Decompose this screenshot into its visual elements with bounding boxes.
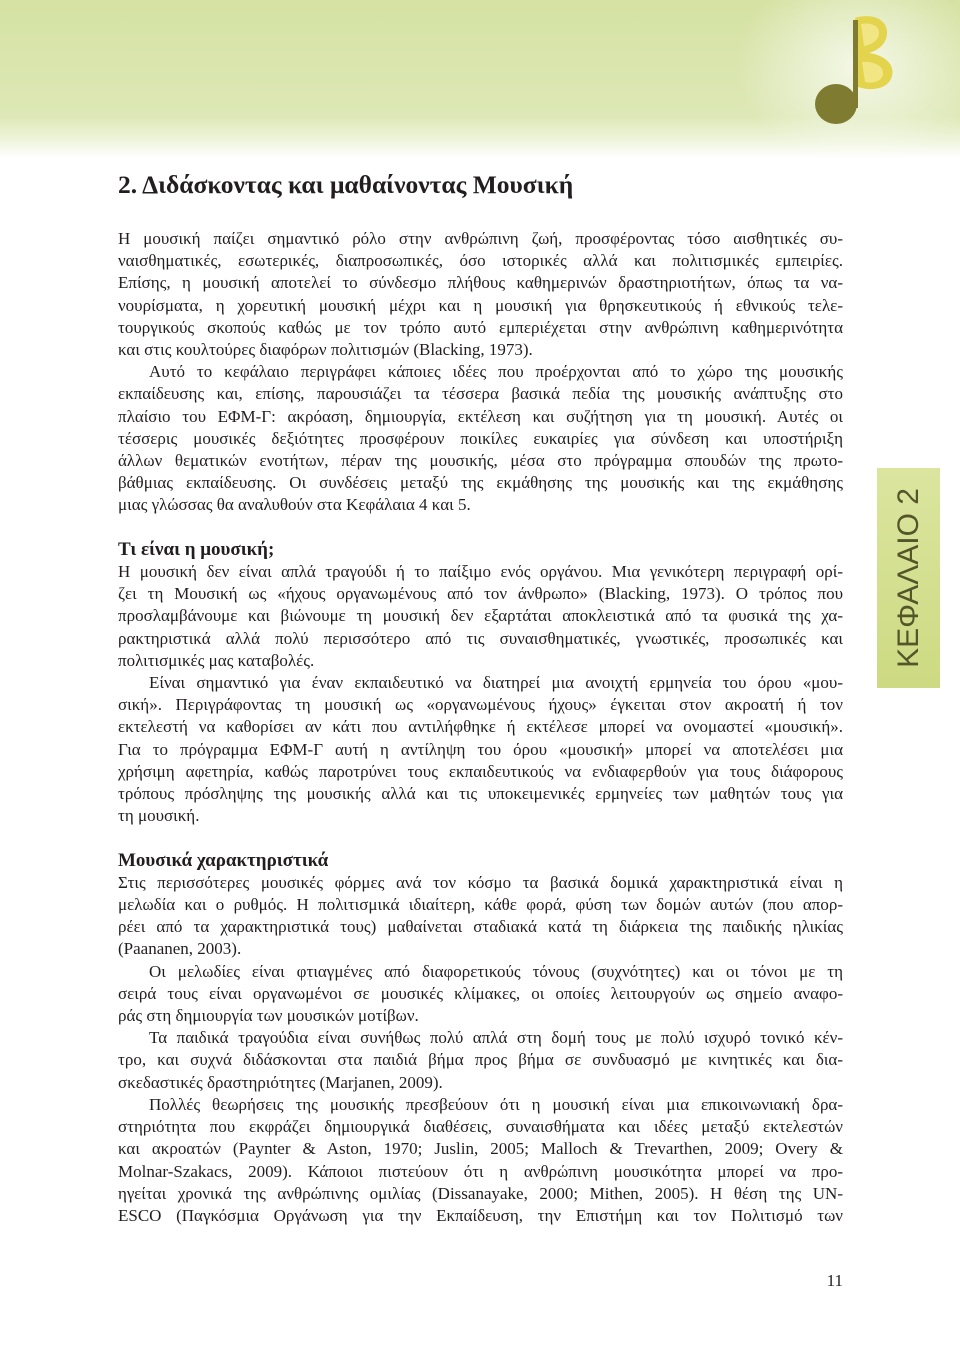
header-banner xyxy=(0,0,960,158)
paragraph xyxy=(118,561,843,672)
text-line: ναισθηματικές, εσωτερικές, διαπροσωπικές, όσο ιστορικές αλλά και πολιτισμικές εμπειρίες. xyxy=(118,251,843,271)
text-line: τη μουσική. xyxy=(118,806,200,826)
text-line: ηγείται χρονικά της ανθρώπινης ομιλίας (Dissanayake, 2000; Mithen, 2005). Η θέση της UN- xyxy=(118,1183,843,1203)
paragraph xyxy=(118,1027,843,1094)
text-line: άλλων θεματικών ενοτήτων, πέραν της μουσικής, μέσα στο πρόγραμμα σπουδών της πρωτο- xyxy=(118,451,843,471)
text-line: νουρίσματα, η χορευτική μουσική μέχρι και η μουσική για θρησκευτικούς ή εθνικούς τελε- xyxy=(118,295,843,315)
text-line: στηριότητα που εκφράζει δημιουργικά διαθέσεις, συναισθήματα και ιδέες μεταξύ εκτελεστών xyxy=(118,1117,843,1137)
text-line: ζει τη Μουσική ως «ήχους οργανωμένους από τον άνθρωπο» (Blacking, 1973). Ο τρόπος που xyxy=(118,584,843,604)
text-line: Η μουσική δεν είναι απλά τραγούδι ή το παίξιμο ενός οργάνου. Μια γενικότερη περιγραφή ορί- xyxy=(118,562,843,582)
text-line: σκεδαστικές δραστηριότητες (Marjanen, 2009). xyxy=(118,1072,443,1092)
text-line: τρόπους πρόσληψης της μουσικής αλλά και τις υποκειμενικές ερμηνείες των μαθητών τους για xyxy=(118,784,843,804)
text-line: βάθμιας εκπαίδευσης. Οι συνδέσεις μεταξύ της εκμάθησης της μουσικής και της εκμάθησης xyxy=(118,473,843,493)
music-note-logo-icon xyxy=(808,12,898,127)
main-text xyxy=(118,228,843,1227)
text-line: Τα παιδικά τραγούδια είναι συνήθως πολύ απλά στη δομή τους με πολύ ισχυρό τονικό κέν- xyxy=(149,1028,843,1048)
text-line: Επίσης, η μουσική αποτελεί το σύνδεσμο πλήθους καθημερινών δραστηριοτήτων, όπως τα να- xyxy=(118,273,843,293)
text-line: ράς στη δημιουργία των μουσικών μοτίβων. xyxy=(118,1006,419,1026)
text-line: (Paananen, 2003). xyxy=(118,939,242,959)
text-line: Molnar-Szakacs, 2009). Κάποιοι πιστεύουν ότι η ανθρώπινη μουσικότητα μπορεί να προ- xyxy=(118,1161,843,1181)
text-line: Πολλές θεωρήσεις της μουσικής πρεσβεύουν ότι η μουσική είναι μια επικοινωνιακή δρα- xyxy=(149,1094,843,1114)
paragraph xyxy=(118,361,843,516)
text-line: πλαίσιο του ΕΦΜ-Γ: ακρόαση, δημιουργία, εκτέλεση και συζήτηση για τη μουσική. Αυτές οι xyxy=(118,406,843,426)
text-line: σειρά τους είναι οργανωμένοι σε μουσικές κλίμακες, οι οποίες λειτουργούν ως σημείο αναφο- xyxy=(118,983,843,1003)
text-line: Είναι σημαντικό για έναν εκπαιδευτικό να διατηρεί μια ανοιχτή ερμηνεία του όρου «μου- xyxy=(149,673,843,693)
page-number: 11 xyxy=(826,1271,843,1290)
text-line: σική». Περιγράφοντας τη μουσική ως «οργανωμένους ήχους» έγκειται στον ακροατή ή τον xyxy=(118,695,843,715)
text-line: Για το πρόγραμμα ΕΦΜ-Γ αυτή η αντίληψη του όρου «μουσική» μπορεί να αποτελέσει μια xyxy=(118,739,843,759)
text-line: Στις περισσότερες μουσικές φόρμες ανά τον κόσμο τα βασικά δομικά χαρακτηριστικά είναι η xyxy=(118,872,843,892)
section-heading: Τι είναι η μουσική; xyxy=(118,538,275,560)
section-heading: Μουσικά χαρακτηριστικά xyxy=(118,849,329,871)
paragraph xyxy=(118,961,843,1028)
paragraph xyxy=(118,872,843,961)
text-line: Η μουσική παίζει σημαντικό ρόλο στην ανθρώπινη ζωή, προσφέροντας τόσο αισθητικές συ- xyxy=(118,229,843,248)
text-line: εκπαίδευσης και, επίσης, παρουσιάζει τα τέσσερα βασικά πεδία της μουσικής ανάπτυξης στο xyxy=(118,384,843,404)
text-line: Αυτό το κεφάλαιο περιγράφει κάποιες ιδέες που προέρχονται από το χώρο της μουσικής xyxy=(149,362,843,382)
text-line: τρο, και συχνά διδάσκονται στα παιδιά βήμα προς βήμα σε συνδυασμό με κινητικές και δια- xyxy=(118,1050,843,1070)
text-line: ESCO (Παγκόσμια Οργάνωση για την Εκπαίδευση, την Επιστήμη και τον Πολιτισμό των xyxy=(118,1205,843,1225)
paragraph xyxy=(118,1094,843,1227)
chapter-tab xyxy=(877,468,940,688)
text-line: τουργικούς σκοπούς καθώς με τον τρόπο αυτό εμπεριέχεται στην ανθρώπινη καθημερινότητα xyxy=(118,317,843,337)
text-line: ρέει από τα χαρακτηριστικά τους) μαθαίνεται σταδιακά κατά τη διάρκεια της παιδικής ηλικίας xyxy=(118,917,843,937)
paragraph xyxy=(118,228,843,361)
text-line: και στις κουλτούρες διαφόρων πολιτισμών (Blacking, 1973). xyxy=(118,340,533,360)
section-title: 2. Διδάσκοντας και μαθαίνοντας Μουσική xyxy=(118,170,574,199)
text-line: προσλαμβάνουμε και βιώνουμε τη μουσική δεν εξαρτάται αποκλειστικά από τα φυσικά της χα- xyxy=(118,606,843,626)
text-line: μιας γλώσσας θα αναλυθούν στα Κεφάλαια 4 και 5. xyxy=(118,495,471,515)
paragraph xyxy=(118,672,843,827)
chapter-tab-label: ΚΕΦΑΛΑΙΟ 2 xyxy=(891,488,925,668)
text-line: τέσσερις μουσικές δεξιότητες προσφέρουν ποικίλες ευκαιρίες για σύνδεση και υποστήριξη xyxy=(118,428,843,448)
text-line: ρακτηριστικά αλλά πολύ περισσότερο από τις συναισθηματικές, γνωστικές, προσωπικές και xyxy=(118,628,843,648)
text-line: εκτελεστή να καθορίσει αν κάτι που αντιλήφθηκε ή εκτέλεσε μπορεί να ονομαστεί «μουσική». xyxy=(118,717,843,737)
text-line: μελωδία και ο ρυθμός. Η πολιτισμικά ιδιαίτερη, κάθε φορά, φύση των δομών αυτών (που απορ- xyxy=(118,895,843,915)
text-line: πολιτισμικές μας καταβολές. xyxy=(118,650,315,670)
text-line: Οι μελωδίες είναι φτιαγμένες από διαφορετικούς τόνους (συχνότητες) και οι τόνοι με τη xyxy=(149,961,843,981)
text-line: χρήσιμη αφετηρία, καθώς παροτρύνει τους εκπαιδευτικούς να ενδιαφερθούν για τους διάφορους xyxy=(118,761,843,781)
text-line: και ακροατών (Paynter & Aston, 1970; Juslin, 2005; Malloch & Trevarthen, 2009; Overy & xyxy=(118,1139,843,1159)
